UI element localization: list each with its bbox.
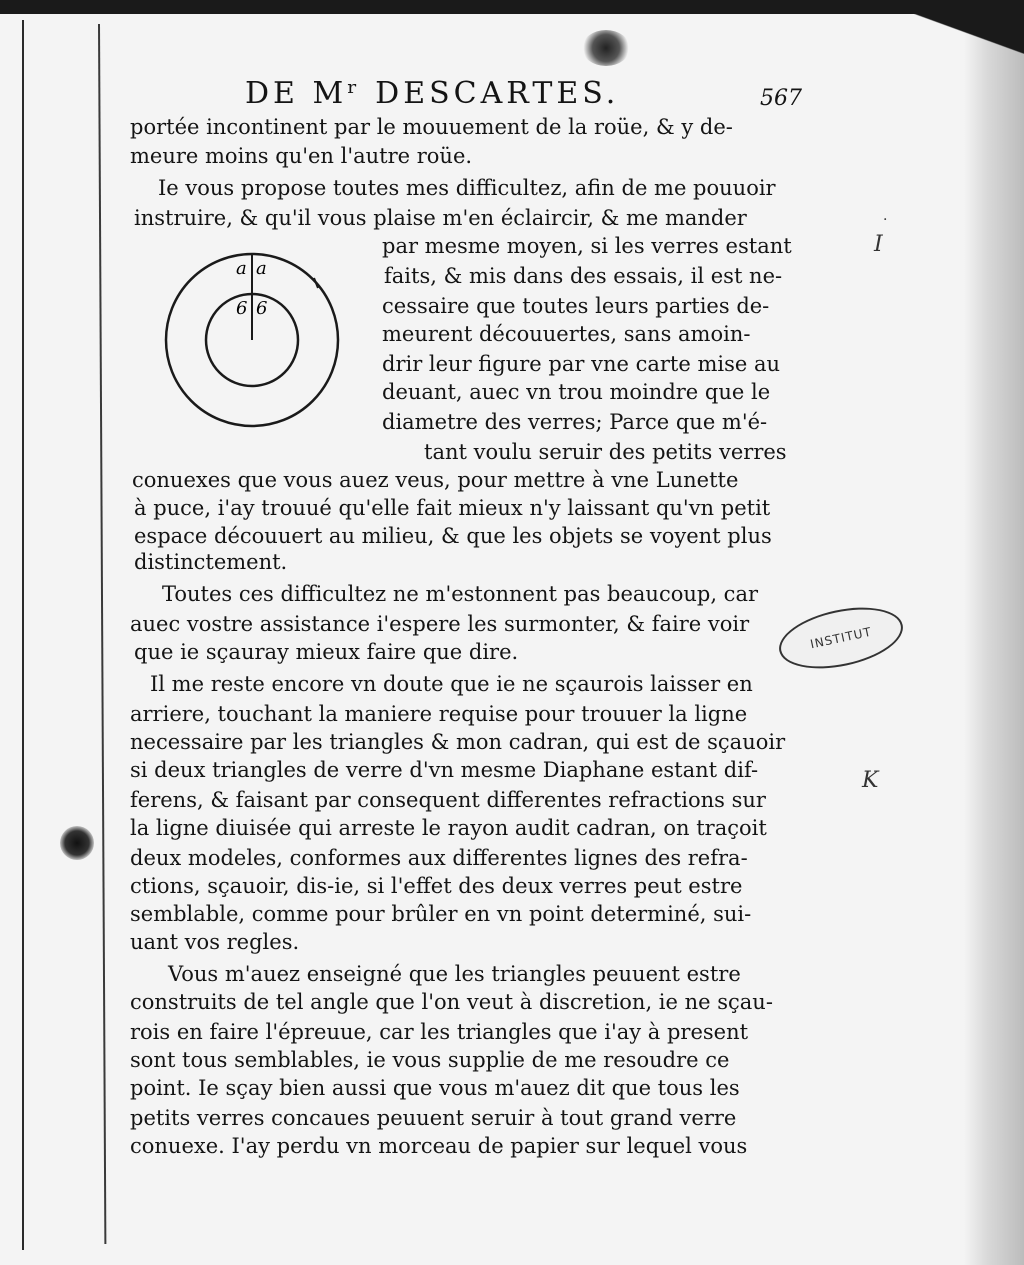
library-stamp bbox=[774, 598, 909, 679]
text-line: uant vos regles. bbox=[130, 930, 300, 954]
text-line: meurent découuertes, sans amoin- bbox=[382, 322, 751, 346]
concentric-circles-figure bbox=[150, 250, 360, 435]
text-line: portée incontinent par le mouuement de la roüe, & y de- bbox=[130, 115, 733, 139]
text-line: auec vostre assistance i'espere les surmonter, & faire voir bbox=[130, 612, 750, 636]
text-line: sont tous semblables, ie vous supplie de me resoudre ce bbox=[130, 1048, 730, 1072]
text-line: Ie vous propose toutes mes difficultez, afin de me pouuoir bbox=[158, 176, 776, 200]
text-line: espace découuert au milieu, & que les objets se voyent plus bbox=[134, 524, 772, 548]
text-line: tant voulu seruir des petits verres bbox=[424, 440, 787, 464]
text-line: ctions, sçauoir, dis-ie, si l'effet des deux verres peut estre bbox=[130, 874, 743, 898]
folded-corner bbox=[864, 0, 1024, 60]
text-line: conuexe. I'ay perdu vn morceau de papier sur lequel vous bbox=[130, 1134, 748, 1158]
text-line: semblable, comme pour brûler en vn point determiné, sui- bbox=[130, 902, 752, 926]
label-b-left: 6 bbox=[236, 298, 248, 319]
text-line: la ligne diuisée qui arreste le rayon audit cadran, on traçoit bbox=[130, 816, 767, 840]
ink-blot-left bbox=[60, 826, 94, 860]
scan-shadow-right bbox=[964, 0, 1024, 1265]
text-line: faits, & mis dans des essais, il est ne- bbox=[384, 264, 783, 288]
ink-blot-top bbox=[582, 30, 630, 66]
text-line: que ie sçauray mieux faire que dire. bbox=[134, 640, 519, 664]
text-line: ferens, & faisant par consequent differentes refractions sur bbox=[130, 788, 766, 812]
text-line: instruire, & qu'il vous plaise m'en éclaircir, & me mander bbox=[134, 206, 747, 230]
label-a-left: a bbox=[236, 258, 247, 279]
margin-annotation-k: K bbox=[862, 768, 879, 793]
text-line: diametre des verres; Parce que m'é- bbox=[382, 410, 768, 434]
text-line: Toutes ces difficultez ne m'estonnent pas beaucoup, car bbox=[162, 582, 758, 606]
text-line: deuant, auec vn trou moindre que le bbox=[382, 380, 771, 404]
page-edge-line bbox=[22, 20, 24, 1250]
text-line: rois en faire l'épreuue, car les triangles que i'ay à present bbox=[130, 1020, 749, 1044]
running-title: DE Mʳ DESCARTES. bbox=[245, 76, 620, 111]
text-line: arriere, touchant la maniere requise pour trouuer la ligne bbox=[130, 702, 748, 726]
text-line: conuexes que vous auez veus, pour mettre à vne Lunette bbox=[132, 468, 739, 492]
text-line: si deux triangles de verre d'vn mesme Diaphane estant dif- bbox=[130, 758, 759, 782]
text-line: Il me reste encore vn doute que ie ne sçaurois laisser en bbox=[150, 672, 753, 696]
margin-rule bbox=[98, 24, 106, 1244]
text-line: point. Ie sçay bien aussi que vous m'auez dit que tous les bbox=[130, 1076, 740, 1100]
text-line: distinctement. bbox=[134, 550, 288, 574]
text-line: Vous m'auez enseigné que les triangles peuuent estre bbox=[168, 962, 741, 986]
text-line: meure moins qu'en l'autre roüe. bbox=[130, 144, 473, 168]
label-a-right: a bbox=[256, 258, 267, 279]
text-line: drir leur figure par vne carte mise au bbox=[382, 352, 780, 376]
text-line: deux modeles, conformes aux differentes lignes des refra- bbox=[130, 846, 748, 870]
margin-annotation-i: I bbox=[874, 232, 883, 257]
stamp-text: INSTITUT bbox=[808, 624, 873, 652]
text-line: necessaire par les triangles & mon cadran, qui est de sçauoir bbox=[130, 730, 786, 754]
text-line: par mesme moyen, si les verres estant bbox=[382, 234, 792, 258]
text-line: à puce, i'ay trouué qu'elle fait mieux n'y laissant qu'vn petit bbox=[134, 496, 771, 520]
text-line: cessaire que toutes leurs parties de- bbox=[382, 294, 770, 318]
margin-tick: · bbox=[883, 212, 888, 228]
label-b-right: 6 bbox=[256, 298, 268, 319]
text-line: construits de tel angle que l'on veut à discretion, ie ne sçau- bbox=[130, 990, 773, 1014]
page-number: 567 bbox=[760, 86, 802, 111]
text-line: petits verres concaues peuuent seruir à tout grand verre bbox=[130, 1106, 737, 1130]
